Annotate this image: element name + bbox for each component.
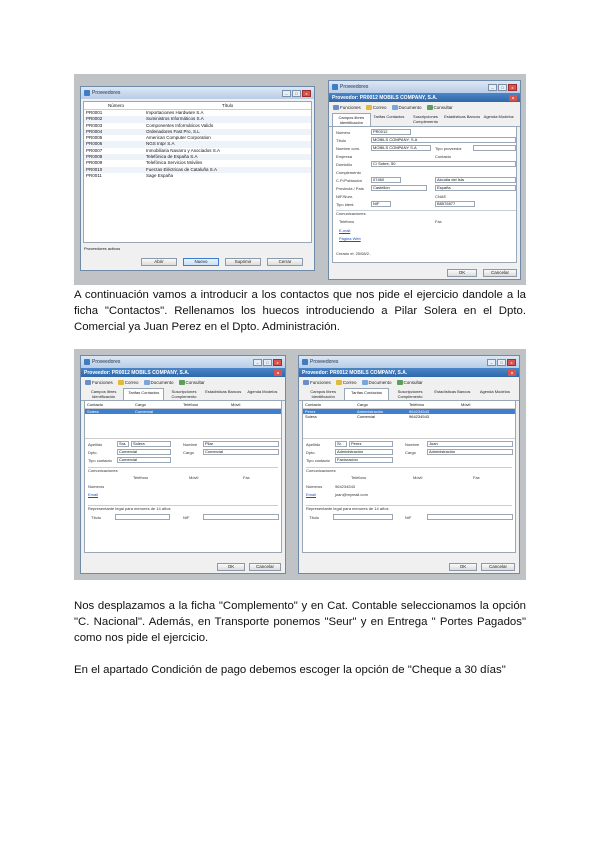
nombre-field[interactable]: Juan <box>427 441 513 447</box>
nombre-field[interactable]: Pilar <box>203 441 279 447</box>
mail-label: Correo <box>124 380 139 385</box>
complemento-label: Complemento <box>336 170 361 175</box>
tab-modelos[interactable]: Agenda Modelos <box>483 114 514 119</box>
tipo-ident-label: Tipo ident. <box>336 202 355 207</box>
mail-icon <box>336 380 342 385</box>
empresa-label: Empresa <box>336 154 353 159</box>
poblacion-field[interactable]: Alcúdia del Isla <box>435 177 516 183</box>
document-label: Documento <box>368 380 392 385</box>
screenshot-2 <box>74 349 526 580</box>
tipo-contacto-label: Tipo contacto <box>88 458 112 463</box>
query-button[interactable] <box>397 380 423 385</box>
apellido-label: Apellido <box>88 442 103 447</box>
fax-label: Fax <box>435 219 442 224</box>
email-link[interactable]: E-mail <box>339 228 351 233</box>
functions-label: Funciones <box>340 105 361 110</box>
query-icon <box>397 380 403 385</box>
functions-icon <box>303 380 309 385</box>
supplier-code: PR0010 <box>86 166 103 172</box>
record-header <box>81 368 285 377</box>
contactos-panel <box>302 401 516 553</box>
comunicaciones-section: Comunicaciones <box>336 210 516 216</box>
numero-field[interactable]: PR0012 <box>371 129 411 135</box>
document-icon <box>144 380 150 385</box>
titulo-field[interactable]: MOBILS COMPANY, S.A <box>371 137 516 143</box>
provincia-label: Provincia / País <box>336 186 364 191</box>
close-icon[interactable]: x <box>273 359 282 366</box>
dpto-select[interactable]: Administración <box>335 449 393 455</box>
titulo-field[interactable] <box>333 514 393 520</box>
contacts-grid <box>303 409 515 439</box>
cell-tel: 964234543 <box>409 409 430 414</box>
comm-col-fax: Fax <box>243 475 250 480</box>
close-icon[interactable]: x <box>508 370 516 376</box>
functions-label: Funciones <box>310 380 331 385</box>
comm-col-movil: Móvil <box>189 475 199 480</box>
detail-tabs <box>329 113 520 127</box>
close-button[interactable]: Cerrar <box>267 258 303 266</box>
ok-button[interactable]: OK <box>447 269 477 277</box>
table-row[interactable] <box>85 409 281 414</box>
numeros-label: Números <box>88 484 105 489</box>
document-label: Documento <box>150 380 174 385</box>
list-rows <box>84 110 311 179</box>
apellido-field[interactable]: Perez <box>349 441 393 447</box>
cell-movil <box>461 414 513 419</box>
contactos-window-left <box>80 355 286 574</box>
supplier-code: PR0006 <box>86 141 103 147</box>
tipo-label: Tipo proveedor <box>435 146 462 151</box>
cancel-button[interactable]: Cancelar <box>483 269 517 277</box>
document-button[interactable] <box>144 380 174 385</box>
col-contacto[interactable]: Contacto <box>87 402 104 407</box>
telefono-label: Teléfono <box>339 219 355 224</box>
dpto-label: Dpto. <box>88 450 98 455</box>
email-link[interactable]: Email <box>88 492 99 497</box>
proveedores-list-window <box>80 86 315 271</box>
cargo-field[interactable]: Comercial <box>203 449 279 455</box>
cancel-button[interactable]: Cancelar <box>481 563 515 571</box>
col-movil[interactable]: Móvil <box>231 402 241 407</box>
supplier-name: Telefónica de España S.A <box>146 154 198 160</box>
open-button[interactable]: Abrir <box>141 258 177 266</box>
detail-titlebar <box>329 81 520 93</box>
tratamiento-field[interactable]: Sra. <box>117 441 129 447</box>
titulo-field[interactable] <box>115 514 170 520</box>
col-cargo[interactable]: Cargo <box>357 402 368 407</box>
supplier-name: NGS Intpr S.A <box>146 141 175 147</box>
maximize-icon[interactable]: □ <box>497 359 506 366</box>
comm-col-telefono: Teléfono <box>133 475 149 480</box>
mail-label: Correo <box>372 105 387 110</box>
supplier-code: PR0008 <box>86 154 103 160</box>
tipo-contacto-label: Tipo contacto <box>306 458 330 463</box>
paragraph-1: A continuación vamos a introducir a los contactos que nos pide el ejercicio dandole a la ficha "Contactos". Rellenamos los huecos introduciendo a Pilar Solera en el Dpto. Comercial ya Juan Perez en el Dpto. Administración. <box>74 289 526 333</box>
record-header-text: Proveedor: PR0012 MOBILS COMPANY, S.A. <box>332 94 438 101</box>
comm-col-fax: Fax <box>473 475 480 480</box>
functions-icon <box>333 105 339 110</box>
tab-complemento[interactable]: Suscripciones Complemento <box>413 114 438 124</box>
supplier-name: American Computer Corporation <box>146 135 211 141</box>
mail-button[interactable] <box>118 380 139 385</box>
nif-field[interactable]: B8576577 <box>435 201 475 207</box>
list-titlebar <box>81 87 314 99</box>
mail-icon <box>366 105 372 110</box>
mail-button[interactable] <box>366 105 387 110</box>
cell-cargo: Comercial <box>357 414 376 419</box>
comunicaciones-section: Comunicaciones <box>306 467 512 473</box>
col-telefono[interactable]: Teléfono <box>183 402 199 407</box>
supplier-name: Fuerzas Eléctricas de Cataluña S.A <box>146 166 218 172</box>
representante-section: Representante legal para menores de 14 años <box>88 505 278 511</box>
supplier-code: PR0002 <box>86 116 103 122</box>
toolbar <box>329 102 520 113</box>
app-icon <box>302 359 308 365</box>
supplier-name: Inmobiliaria Navarro y Asociados S.A <box>146 147 221 153</box>
close-icon[interactable]: x <box>507 359 516 366</box>
record-header <box>299 368 519 377</box>
comm-col-telefono: Teléfono <box>351 475 367 480</box>
titulo-label: Título <box>91 515 102 520</box>
query-icon <box>179 380 185 385</box>
contacto-label: Contacto <box>435 154 452 159</box>
supplier-name: Telefónica Servicios Móviles <box>146 160 203 166</box>
tratamiento-field[interactable]: Sr. <box>335 441 347 447</box>
screenshot-1 <box>74 74 526 285</box>
dpto-label: Dpto. <box>306 450 316 455</box>
tabs <box>299 388 519 401</box>
supplier-name: Componentes Informáticos Valido <box>146 122 214 128</box>
minimize-icon[interactable]: – <box>488 84 497 91</box>
email-link[interactable]: Email <box>306 492 317 497</box>
filter-select[interactable]: Proveedores activos <box>84 247 121 251</box>
document-button[interactable] <box>392 105 422 110</box>
mail-icon <box>118 380 124 385</box>
minimize-icon[interactable]: – <box>487 359 496 366</box>
mail-button[interactable] <box>336 380 357 385</box>
tab-contactos[interactable]: Tarifas Contactos <box>344 388 388 400</box>
apellido-field[interactable]: Solera <box>131 441 171 447</box>
query-button[interactable] <box>427 105 453 110</box>
functions-button[interactable] <box>85 380 113 385</box>
tab-identificacion[interactable]: Campos libres Identificación <box>310 389 336 399</box>
contactos-panel <box>84 401 282 553</box>
contacts-grid-header <box>303 401 515 409</box>
functions-button[interactable] <box>333 105 361 110</box>
close-icon[interactable]: x <box>274 370 282 376</box>
tab-modelos[interactable]: Agenda Modelos <box>247 389 278 394</box>
col-telefono[interactable]: Teléfono <box>409 402 425 407</box>
supplier-code: PR0009 <box>86 160 103 166</box>
left-titlebar <box>81 356 285 368</box>
toolbar <box>81 377 285 388</box>
document-button[interactable] <box>362 380 392 385</box>
comm-col-movil: Móvil <box>413 475 423 480</box>
tab-bancos[interactable]: Estadísticas Bancos <box>434 389 471 394</box>
delete-button[interactable]: Suprimir <box>225 258 261 266</box>
supplier-name: Ordenadores Fast Pro, S.L <box>146 128 200 134</box>
document-label: Documento <box>398 105 422 110</box>
cell-tel: 964234543 <box>409 414 430 419</box>
maximize-icon[interactable]: □ <box>498 84 507 91</box>
app-icon <box>332 84 338 90</box>
pais-field[interactable]: España <box>435 185 516 191</box>
functions-icon <box>85 380 91 385</box>
telefono-value[interactable]: 964234543 <box>335 484 356 489</box>
domicilio-field[interactable]: C/ Sobre, 50 <box>371 161 516 167</box>
supplier-code: PR0005 <box>86 135 103 141</box>
document-icon <box>392 105 398 110</box>
contacts-grid <box>85 409 281 439</box>
titulo-label: Título <box>336 138 347 143</box>
creado-label: Creado el: 25/08/2.. <box>336 251 372 256</box>
cell-contact: Solera <box>305 414 317 419</box>
tab-identificacion[interactable]: Campos libres Identificación <box>90 389 117 399</box>
cargo-label: Cargo <box>405 450 416 455</box>
right-titlebar <box>299 356 519 368</box>
cell-contact: Solera <box>87 409 99 414</box>
close-icon[interactable]: x <box>508 84 517 91</box>
numeros-label: Números <box>306 484 323 489</box>
tipo-contacto-select[interactable]: Facturación <box>335 457 393 463</box>
dpto-select[interactable]: Comercial <box>117 449 171 455</box>
web-link[interactable]: Página Web <box>339 236 361 241</box>
provincia-field[interactable]: Castellón <box>371 185 427 191</box>
app-icon <box>84 90 90 96</box>
nombre-label: Nombre <box>405 442 420 447</box>
representante-section: Representante legal para menores de 14 años <box>306 505 512 511</box>
toolbar <box>299 377 519 388</box>
functions-label: Funciones <box>92 380 113 385</box>
close-icon[interactable]: x <box>509 95 517 101</box>
tipo-ident-field[interactable]: NIF <box>371 201 391 207</box>
minimize-icon[interactable]: – <box>253 359 262 366</box>
paragraph-3: En el apartado Condición de pago debemos escoger la opción de "Cheque a 30 días" <box>74 664 506 676</box>
tab-modelos[interactable]: Agenda Modelos <box>479 389 510 394</box>
tab-contactos[interactable]: Tarifas Contactos <box>123 388 164 400</box>
app-icon <box>84 359 90 365</box>
nif-field[interactable] <box>427 514 513 520</box>
supplier-name: Importaciones Hardware S.A <box>146 110 204 115</box>
supplier-code: PR0001 <box>86 110 103 115</box>
nif-num-label: NIF/Num. <box>336 194 354 199</box>
col-numero[interactable]: Número <box>107 103 124 108</box>
contactos-window-right <box>298 355 520 574</box>
query-label: Consultar <box>403 380 423 385</box>
cell-tel <box>183 409 231 414</box>
numero-label: Número <box>336 130 351 135</box>
mail-label: Correo <box>342 380 357 385</box>
supplier-code: PR0004 <box>86 128 103 134</box>
query-label: Consultar <box>185 380 205 385</box>
nombre-field[interactable]: MOBILS COMPANY S.A <box>371 145 431 151</box>
cnae-label: CNAE <box>435 194 447 199</box>
supplier-code: PR0011 <box>86 172 102 178</box>
left-title: Proveedores <box>92 359 121 365</box>
maximize-icon[interactable]: □ <box>292 90 301 97</box>
cancel-button[interactable]: Cancelar <box>249 563 281 571</box>
cargo-field[interactable]: Administración <box>427 449 513 455</box>
supplier-list <box>83 101 312 243</box>
cell-movil <box>231 409 279 414</box>
detail-title: Proveedores <box>340 84 369 90</box>
document-icon <box>362 380 368 385</box>
supplier-name: Suministros Informáticos S.A <box>146 116 204 122</box>
cp-label: C.P./Población <box>336 178 362 183</box>
identificacion-panel <box>332 127 517 263</box>
tab-identificacion[interactable]: Campos libres Identificación <box>332 113 371 126</box>
query-button[interactable] <box>179 380 205 385</box>
right-title: Proveedores <box>310 359 339 365</box>
tab-complemento[interactable]: Suscripciones Complemento <box>397 389 423 399</box>
functions-button[interactable] <box>303 380 331 385</box>
supplier-code: PR0003 <box>86 122 103 128</box>
apellido-label: Apellido <box>306 442 321 447</box>
nombre-label: Nombre <box>183 442 198 447</box>
domicilio-label: Domicilio <box>336 162 353 167</box>
minimize-icon[interactable]: – <box>282 90 291 97</box>
maximize-icon[interactable]: □ <box>263 359 272 366</box>
col-contacto[interactable]: Contacto <box>305 402 322 407</box>
supplier-code: PR0007 <box>86 147 103 153</box>
nombre-label: Nombre com. <box>336 146 361 151</box>
tipo-contacto-select[interactable]: Comercial <box>117 457 171 463</box>
col-titulo[interactable]: Título <box>221 103 234 108</box>
cell-cargo: Administración <box>357 409 384 414</box>
titulo-label: Título <box>309 515 320 520</box>
new-button[interactable]: Nuevo <box>183 258 219 266</box>
list-item[interactable] <box>84 173 311 179</box>
record-header <box>329 93 520 102</box>
tabs <box>81 388 285 401</box>
cp-field[interactable]: 07460 <box>371 177 401 183</box>
query-label: Consultar <box>433 105 453 110</box>
cargo-label: Cargo <box>183 450 194 455</box>
supplier-name: Sage España <box>146 172 174 178</box>
contacts-grid-header <box>85 401 281 409</box>
list-header <box>84 102 311 110</box>
email-value[interactable]: juan@mymail.com <box>335 492 368 497</box>
ok-button[interactable]: OK <box>217 563 245 571</box>
list-title: Proveedores <box>92 90 121 96</box>
tipo-select[interactable] <box>473 145 516 151</box>
tab-complemento[interactable]: Suscripciones Complemento <box>171 389 197 399</box>
col-movil[interactable]: Móvil <box>461 402 471 407</box>
comunicaciones-section: Comunicaciones <box>88 467 278 473</box>
tab-contactos[interactable]: Tarifas Contactos <box>373 114 405 119</box>
proveedor-detail-window <box>328 80 521 280</box>
col-cargo[interactable]: Cargo <box>135 402 146 407</box>
nif-label: NIF <box>183 515 190 520</box>
table-row[interactable] <box>303 414 515 419</box>
ok-button[interactable]: OK <box>449 563 477 571</box>
tab-bancos[interactable]: Estadísticas Bancos <box>444 114 481 119</box>
record-header-text: Proveedor: PR0012 MOBILS COMPANY, S.A. <box>84 369 190 376</box>
record-header-text: Proveedor: PR0012 MOBILS COMPANY, S.A. <box>302 369 408 376</box>
cell-contact: Perez <box>305 409 316 414</box>
paragraph-2: Nos desplazamos a la ficha "Complemento" y en Cat. Contable seleccionamos la opción "C. Nacional". Además, en Transporte ponemos "Seur" y en Entrega " Portes Pagados" como nos pide el ejercicio. <box>74 600 526 644</box>
cell-cargo: Comercial <box>135 409 154 414</box>
query-icon <box>427 105 433 110</box>
nif-field[interactable] <box>203 514 279 520</box>
close-icon[interactable]: x <box>302 90 311 97</box>
tab-bancos[interactable]: Estadísticas Bancos <box>205 389 242 394</box>
nif-label: NIF <box>405 515 412 520</box>
